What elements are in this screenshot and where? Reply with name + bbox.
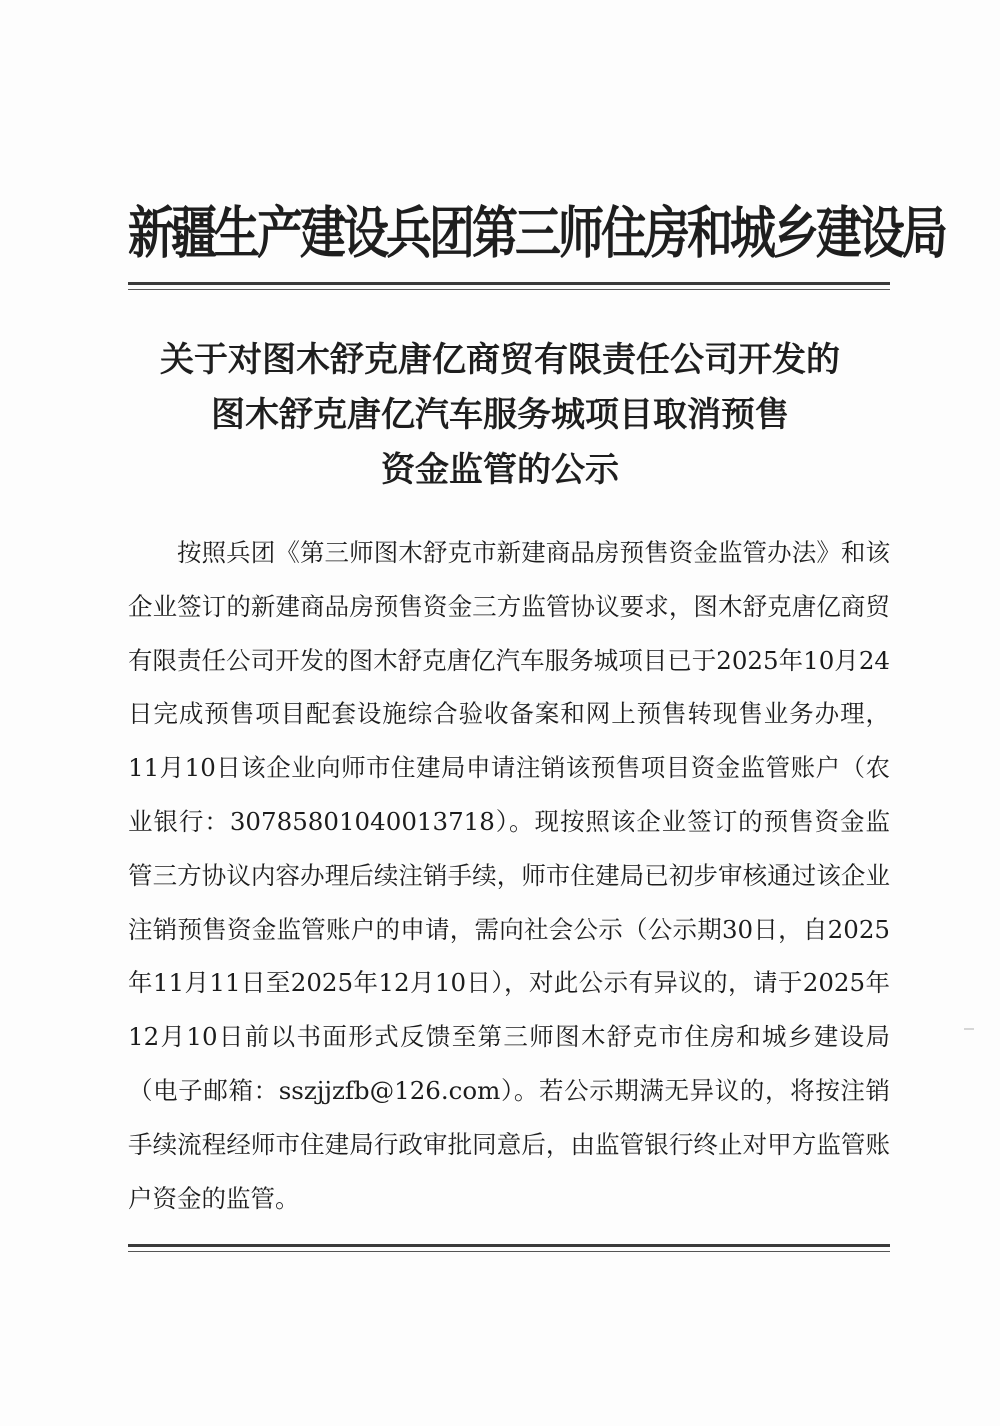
footer-divider — [128, 1244, 890, 1247]
notice-body-paragraph: 按照兵团《第三师图木舒克市新建商品房预售资金监管办法》和该企业签订的新建商品房预售资金三方监管协议要求，图木舒克唐亿商贸有限责任公司开发的图木舒克唐亿汽车服务城项目已于2025年10月24日完成预售项目配套设施综合验收备案和网上预售转现售业务办理，11月10日该企业向师市住建局申请注销该预售项目资金监管账户（农业银行：30785801040013718）。现按照该企业签订的预售资金监管三方协议内容办理后续注销手续，师市住建局已初步审核通过该企业注销预售资金监管账户的申请，需向社会公示（公示期30日，自2025年11月11日至2025年12月10日），对此公示有异议的，请于2025年12月10日前以书面形式反馈至第三师图木舒克市住房和城乡建设局（电子邮箱：sszjjzfb@126.com）。若公示期满无异议的，将按注销手续流程经师市住建局行政审批同意后，由监管银行终止对甲方监管账户资金的监管。 — [128, 538, 890, 1213]
notice-title — [100, 333, 900, 498]
scan-mark — [964, 1028, 974, 1030]
issuing-authority-header: 新疆生产建设兵团第三师住房和城乡建设局 — [128, 199, 945, 266]
notice-title-line-3: 资金监管的公示 — [381, 450, 619, 490]
header-divider — [128, 282, 890, 285]
notice-body — [128, 526, 890, 1225]
notice-title-line-2: 图木舒克唐亿汽车服务城项目取消预售 — [211, 395, 789, 435]
notice-title-line-1: 关于对图木舒克唐亿商贸有限责任公司开发的 — [160, 340, 840, 380]
